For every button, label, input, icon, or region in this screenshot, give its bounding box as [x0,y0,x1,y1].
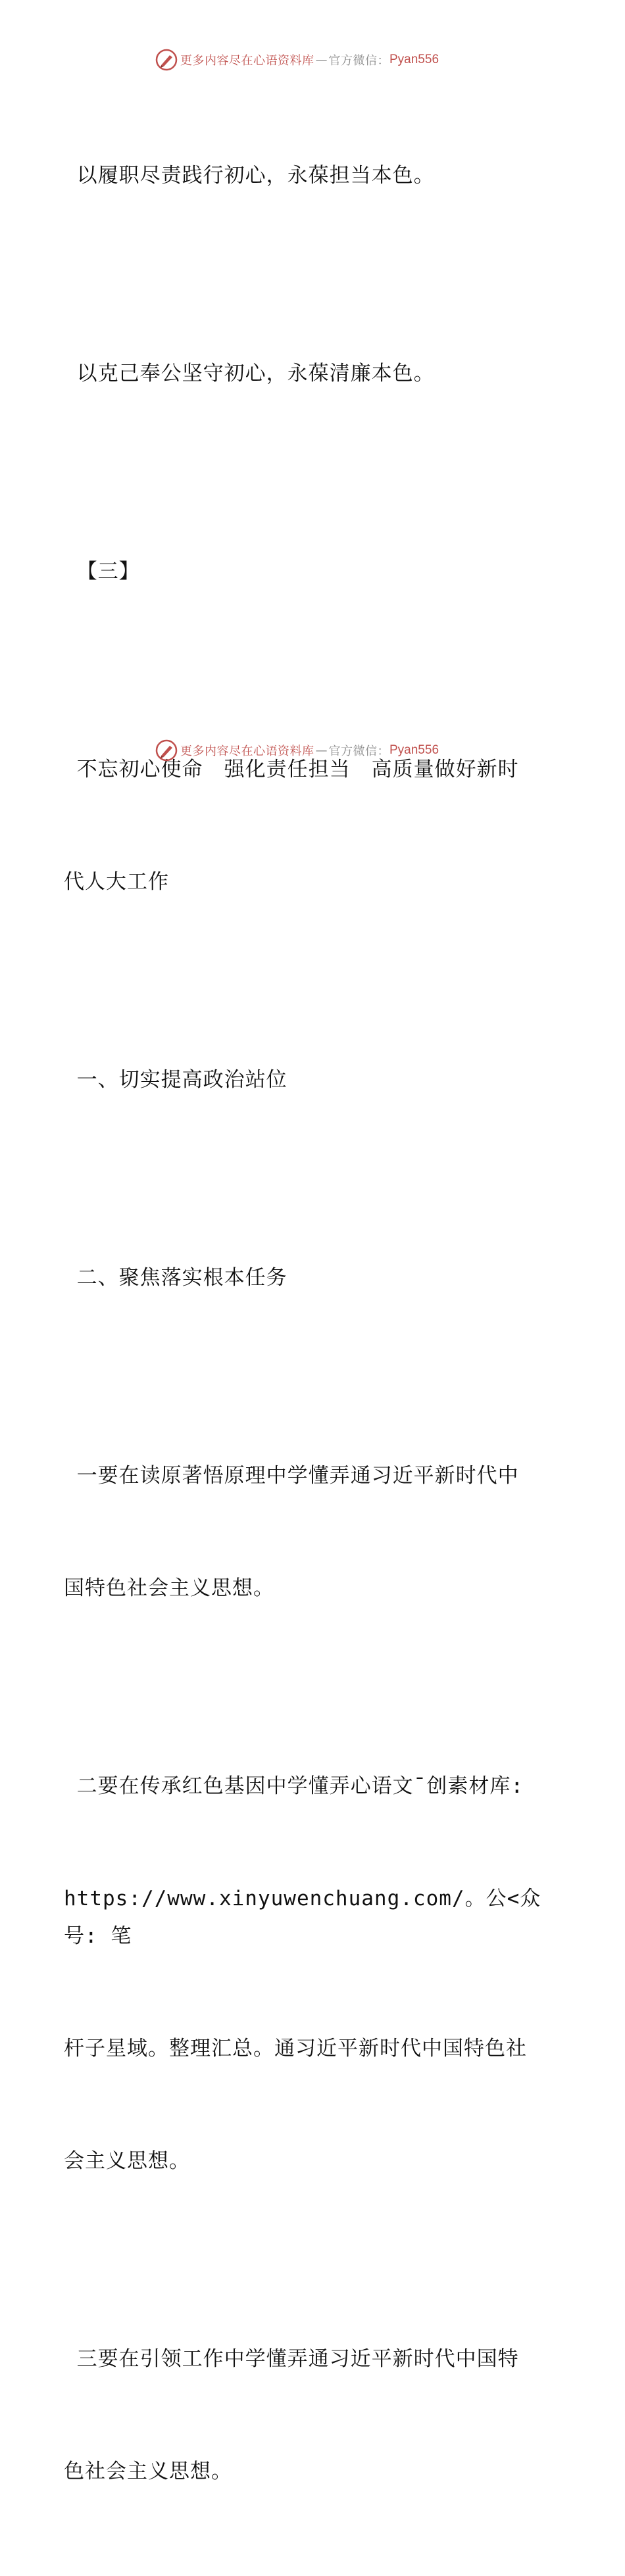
paragraph-line: 以克己奉公坚守初心，永葆清廉本色。 [64,362,435,385]
section-heading [64,478,564,666]
paragraph-line: 国特色社会主义思想。 [64,1576,274,1600]
watermark-dash: — [315,743,328,758]
paragraph-line: 三要在引领工作中学懂弄通习近平新时代中国特 [64,2347,519,2371]
watermark-label: 官方微信： [328,744,389,758]
pen-logo-icon [155,739,178,762]
paragraph-line: 以履职尽责践行初心，永葆担当本色。 [64,164,435,187]
paragraph [64,280,564,468]
paragraph [64,82,564,270]
watermark-label: 官方微信： [328,54,389,68]
watermark-wechat-id: Pyan556 [389,53,439,66]
paragraph-line: 色社会主义思想。 [64,2460,232,2483]
paragraph-line: 会主义思想。 [64,2149,190,2173]
paragraph-line: 代人大工作 [64,870,169,894]
paragraph-line: 杆子星域。整理汇总。通习近平新时代中国特色社 [64,2037,527,2060]
paragraph [64,986,564,1174]
paragraph-line: 二要在传承红色基因中学懂弄心语文¯创素材库: [64,1774,524,1798]
watermark-dash: — [315,53,328,67]
paragraph-line: 【三】 [64,560,140,583]
paragraph [64,1693,564,2255]
header-watermark [155,47,439,73]
pen-logo-icon [155,49,178,71]
paragraph-line: 二、聚焦落实根本任务 [64,1266,288,1290]
paragraph-line: https://www.xinyuwenchuang.com/。公<众号: 笔 [64,1887,541,1948]
watermark-wechat-id: Pyan556 [389,743,439,757]
paragraph-line: 一要在读原著悟原理中学懂弄通习近平新时代中 [64,1464,519,1488]
paragraph [64,2266,564,2565]
footer-watermark [155,737,439,764]
watermark-site-text: 更多内容尽在心语资料库 [180,54,314,68]
paragraph [64,1184,564,1372]
paragraph-line: 一、切实提高政治站位 [64,1068,288,1092]
document-body [64,82,564,2576]
paragraph [64,1382,564,1682]
paragraph-line: 不忘初心使命 强化责任担当 高质量做好新时 [64,758,519,781]
paragraph-title [64,676,564,976]
watermark-site-text: 更多内容尽在心语资料库 [180,744,314,758]
